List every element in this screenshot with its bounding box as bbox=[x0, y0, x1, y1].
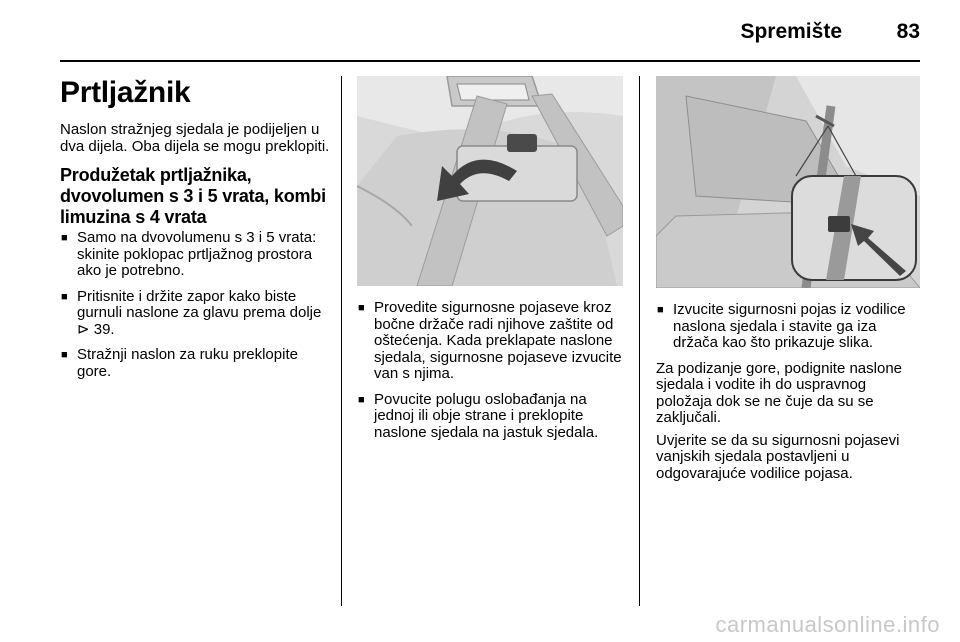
seatbelt-guide-icon bbox=[656, 76, 920, 288]
column-3 bbox=[656, 76, 924, 488]
section-title: Prtljažnik bbox=[60, 76, 191, 109]
headrest-release-icon bbox=[357, 76, 623, 286]
bullet-item: ■ Izvucite sigurnosni pojas iz vodilice naslona sjedala i stavite ga iza držača kao što prikazuje slika. bbox=[656, 302, 924, 352]
bullet-item: ■ Provedite sigurnosne pojaseve kroz bočne držače radi njihove zaštite od oštećenja. Kada preklapate naslone sjedala, sigurnosne pojaseve izvucite van s njima. bbox=[357, 300, 625, 383]
page-number: 83 bbox=[896, 20, 920, 43]
chapter-title: Spremište bbox=[740, 20, 842, 43]
watermark: carmanualsonline.info bbox=[715, 612, 940, 637]
bullet-item: ■ Stražnji naslon za ruku preklopite gore. bbox=[60, 347, 332, 380]
page-header bbox=[60, 18, 920, 58]
bullet-item: ■ Povucite polugu oslobađanja na jednoj ili obje strane i preklopite naslone sjedala na jastuk sjedala. bbox=[357, 392, 625, 442]
subheading: Produžetak prtljažnika, dvovolumen s 3 i 5 vrata, kombi limuzina s 4 vrata bbox=[60, 165, 326, 227]
column-2 bbox=[357, 76, 625, 450]
intro-paragraph: Naslon stražnjeg sjedala je podijeljen u dva dijela. Oba dijela se mogu preklopiti. bbox=[60, 121, 330, 155]
column-divider-1 bbox=[341, 76, 342, 606]
column-1 bbox=[60, 76, 332, 389]
bullet-item: ■ Pritisnite i držite zapor kako biste gurnuli naslone za glavu prema dolje ⊳ 39. bbox=[60, 289, 332, 339]
paragraph: Za podizanje gore, podignite naslone sjedala i vodite ih do uspravnog položaja dok se ne čuje da su se zaključali. bbox=[656, 359, 903, 426]
paragraph: Uvjerite se da su sigurnosni pojasevi vanjskih sjedala postavljeni u odgovarajuće vodilice pojasa. bbox=[656, 431, 900, 482]
column-divider-2 bbox=[639, 76, 640, 606]
bullet-item: ■ Samo na dvovolumenu s 3 i 5 vrata: skinite poklopac prtljažnog prostora ako je potrebno. bbox=[60, 230, 332, 280]
header-divider bbox=[60, 60, 920, 62]
